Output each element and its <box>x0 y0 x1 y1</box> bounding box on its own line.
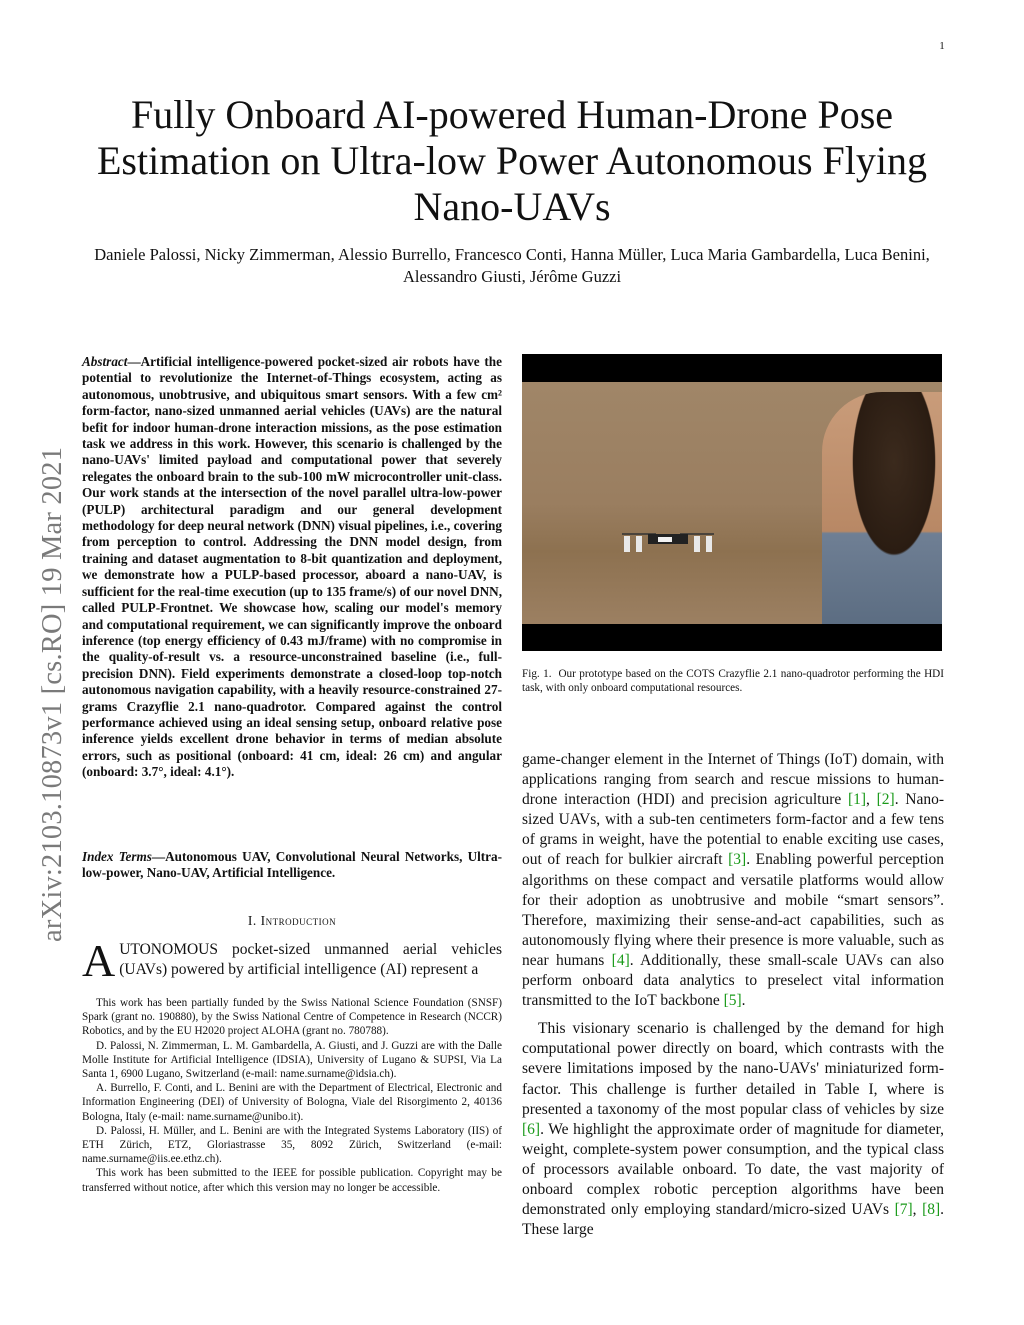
arxiv-stamp: arXiv:2103.10873v1 [cs.RO] 19 Mar 2021 <box>37 446 68 942</box>
text-run: , <box>912 1201 923 1219</box>
paper-title: Fully Onboard AI-powered Human-Drone Pose Estimation on Ultra-low Power Autonomous Flying Nano-UAVs <box>97 92 927 229</box>
text-run: game-changer element in the Internet of Things (IoT) domain, with applications ranging from search and rescue missions to human-drone interaction (HDI) and precision agriculture <box>522 751 944 809</box>
paragraph <box>522 750 944 1011</box>
drone-photo <box>522 382 942 624</box>
text-run: This visionary scenario is challenged by the demand for high computational power directly on board, which contrasts with the severe limitations imposed by the nano-UAVs' miniaturized form-factor. This challenge is further detailed in Table I, where is presented a taxonomy of the most popular class of vehicles by size <box>522 1020 944 1118</box>
index-terms-label: Index Terms <box>82 849 152 864</box>
footnote: D. Palossi, N. Zimmerman, L. M. Gambardella, A. Giusti, and J. Guzzi are with the Dalle Molle Institute for Artificial Intelligence (IDSIA), University of Lugano & SUPSI, Via La Santa 1, 6900 Lugano, Switzerland (e-mail: name.surname@idsia.ch). <box>82 1039 502 1081</box>
index-terms <box>82 849 502 882</box>
citation-link[interactable]: [5] <box>723 992 742 1010</box>
figure-1-image <box>522 354 942 651</box>
figure-caption-text: Our prototype based on the COTS Crazyflie 2.1 nano-quadrotor performing the HDI task, with only onboard computational resources. <box>522 668 944 695</box>
dropcap: A <box>82 935 116 986</box>
page-number: 1 <box>939 40 945 52</box>
citation-link[interactable]: [3] <box>728 851 747 869</box>
person-silhouette <box>822 392 942 624</box>
footnote: D. Palossi, H. Müller, and L. Benini are with the Integrated Systems Laboratory (IIS) of ETH Zürich, ETZ, Gloriastrasse 35, 8092 Zürich, Switzerland (e-mail: name.surname@iis.ee.ethz.ch). <box>82 1124 502 1166</box>
right-column-body <box>522 750 944 1240</box>
paragraph <box>522 1019 944 1240</box>
text-run: . Additionally, these small-scale UAVs can also perform onboard data analytics to preselect vital information transmitted to the IoT backbone <box>522 951 944 1010</box>
drone-graphic <box>618 528 718 558</box>
text-run: . These large <box>522 1201 945 1239</box>
text-run: . We highlight the approximate order of magnitude for diameter, weight, complete-system power consumption, and the typical class of processors available onboard. To date, the vast majority of onboard complex robotic perception algorithms have been demonstrated only employing standard/micro-sized UAVs <box>522 1120 944 1219</box>
footnotes <box>82 996 502 1195</box>
citation-link[interactable]: [7] <box>894 1201 913 1219</box>
abstract <box>82 354 502 781</box>
abstract-text: —Artificial intelligence-powered pocket-sized air robots have the potential to revolutionize the Internet-of-Things ecosystem, acting as autonomous, unobtrusive, and ubiquitous smart sensors. With a few cm² form-factor, nano-sized unmanned aerial vehicles (UAVs) are the natural befit for indoor human-drone interaction missions, as the pose estimation task we address in this work. However, this scenario is challenged by the nano-UAVs' limited payload and computational power that severely relegates the onboard brain to the sub-100 mW microcontroller unit-class. Our work stands at the intersection of the novel parallel ultra-low-power (PULP) architectural paradigm and our general development methodology for deep neural network (DNN) visual pipelines, i.e., covering from perception to control. Addressing the DNN model design, from training and dataset augmentation to 8-bit quantization and deployment, we demonstrate how a PULP-based processor, aboard a nano-UAV, is sufficient for the real-time execution (up to 135 frame/s) of our novel DNN, called PULP-Frontnet. We showcase how, scaling our model's memory and computational requirement, we can significantly improve the onboard inference (top energy efficiency of 0.43 mJ/frame) with no compromise in the quality-of-result vs. a resource-unconstrained baseline (i.e., full-precision DNN). Field experiments demonstrate a closed-loop top-notch autonomous navigation capability, with a heavily resource-constrained 27-grams Crazyflie 2.1 nano-quadrotor. Compared against the control performance achieved using an ideal sensing setup, onboard relative pose inference yields excellent drone behavior in terms of median absolute errors, such as positional (onboard: 41 cm, ideal: 26 cm) and angular (onboard: 3.7°, ideal: 4.1°). <box>82 354 502 780</box>
figure-caption <box>522 667 944 695</box>
citation-link[interactable]: [1] <box>847 791 867 809</box>
text-run: . Enabling powerful perception algorithms on these compact and versatile platforms would allow for their adoption as unobtrusive and mobile “smart sensors”. Therefore, maximizing their sense-and-act capabilities, such as autonomously flying where their presence is more valuable, such as near humans <box>522 851 944 969</box>
figure-label: Fig. 1. <box>522 668 552 680</box>
abstract-label: Abstract <box>82 354 128 369</box>
index-terms-text: —Autonomous UAV, Convolutional Neural Networks, Ultra-low-power, Nano-UAV, Artificial Intelligence. <box>82 849 502 881</box>
intro-paragraph <box>82 935 502 986</box>
section-heading <box>82 913 502 929</box>
author-list: Daniele Palossi, Nicky Zimmerman, Alessio Burrello, Francesco Conti, Hanna Müller, Luca Maria Gambardella, Luca Benini, Alessandro Giusti, Jérôme Guzzi <box>94 245 930 286</box>
text-run: . <box>741 992 746 1010</box>
citation-link[interactable]: [6] <box>522 1120 541 1138</box>
text-run: , <box>866 791 877 809</box>
citation-link[interactable]: [8] <box>922 1201 941 1219</box>
footnote: A. Burrello, F. Conti, and L. Benini are with the Department of Electrical, Electronic and Information Engineering (DEI) of University of Bologna, Viale del Risorgimento 2, 40136 Bologna, Italy (e-mail: name.surname@unibo.it). <box>82 1082 502 1123</box>
text-run: . Nano-sized UAVs, with a sub-ten centimeters form-factor and a few tens of grams in weight, have the potential to enable exciting use cases, out of reach for bulkier aircraft <box>522 791 944 869</box>
intro-text: UTONOMOUS pocket-sized unmanned aerial vehicles (UAVs) powered by artificial intelligence (AI) represent a <box>119 941 502 978</box>
footnote: This work has been submitted to the IEEE for possible publication. Copyright may be transferred without notice, after which this version may no longer be accessible. <box>82 1167 502 1194</box>
section-title: Introduction <box>260 913 337 928</box>
section-number: I. <box>247 913 257 928</box>
citation-link[interactable]: [4] <box>611 951 630 969</box>
citation-link[interactable]: [2] <box>876 791 895 809</box>
footnote: This work has been partially funded by the Swiss National Science Foundation (SNSF) Spark (grant no. 190880), by the Swiss National Centre of Competence in Research (NCCR) Robotics, and by the EU H2020 project ALOHA (grant no. 780788). <box>82 997 502 1038</box>
